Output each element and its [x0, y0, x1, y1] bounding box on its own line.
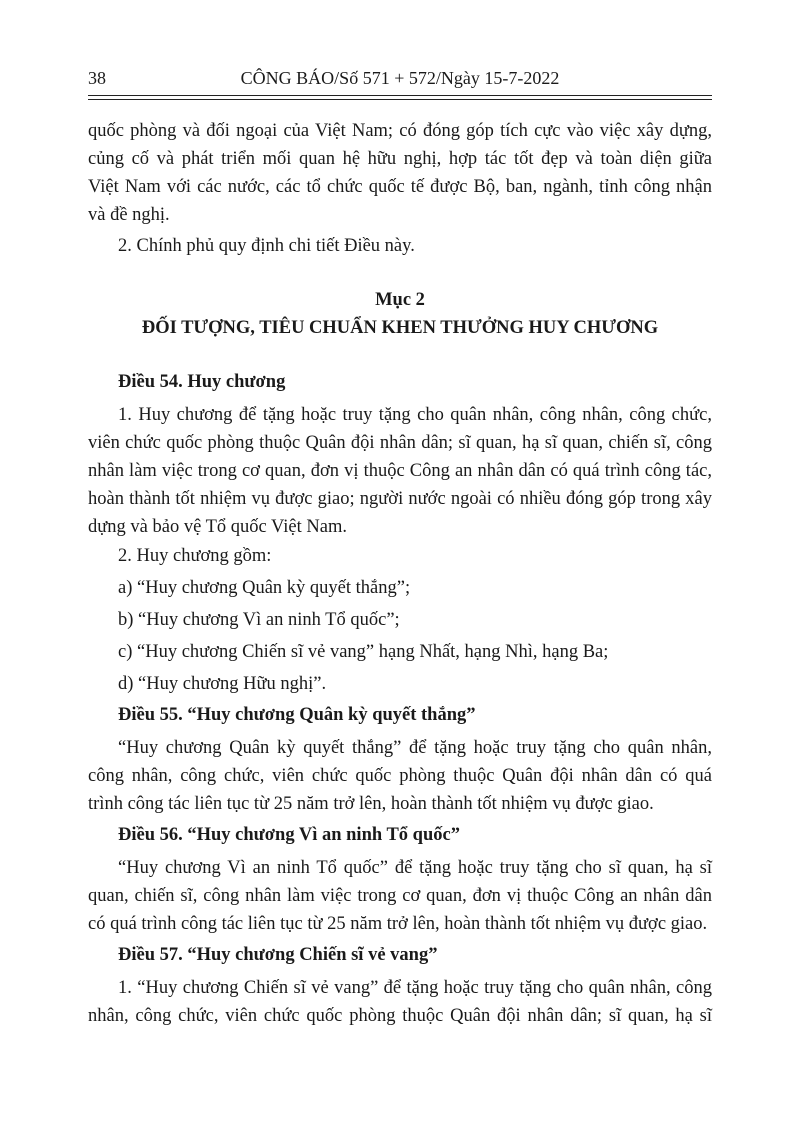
text-line: Việt Nam với các nước, các tổ chức quốc tế được Bộ, ban, ngành, tỉnh công nhận — [88, 177, 712, 197]
text-line: “Huy chương Quân kỳ quyết thắng” để tặng hoặc truy tặng cho quân nhân, — [118, 738, 712, 758]
text-line: quốc phòng và đối ngoại của Việt Nam; có đóng góp tích cực vào việc xây dựng, — [88, 121, 712, 141]
section-title: ĐỐI TƯỢNG, TIÊU CHUẨN KHEN THƯỞNG HUY CHƯƠNG — [141, 318, 659, 338]
text-line: “Huy chương Vì an ninh Tổ quốc” để tặng hoặc truy tặng cho sĩ quan, hạ sĩ — [118, 858, 712, 878]
article-57-title: Điều 57. “Huy chương Chiến sĩ vẻ vang” — [118, 945, 438, 965]
text-line: củng cố và phát triển mối quan hệ hữu nghị, hợp tác tốt đẹp và toàn diện giữa — [88, 149, 712, 169]
text-line: nhân, công chức, viên chức quốc phòng thuộc Quân đội nhân dân; sĩ quan, hạ sĩ — [88, 1006, 712, 1026]
text-line: dựng và bảo vệ Tổ quốc Việt Nam. — [88, 517, 347, 537]
page-number: 38 — [88, 68, 106, 88]
text-line: viên chức quốc phòng thuộc Quân đội nhân dân; sĩ quan, hạ sĩ quan, chiến sĩ, công — [88, 433, 712, 453]
header-rule-thin — [88, 99, 712, 100]
text-line: 1. Huy chương để tặng hoặc truy tặng cho quân nhân, công nhân, công chức, — [118, 405, 712, 425]
text-line: công nhân, công chức, viên chức quốc phòng thuộc Quân đội nhân dân có quá — [88, 766, 712, 786]
text-line: và đề nghị. — [88, 205, 170, 225]
article-55-title: Điều 55. “Huy chương Quân kỳ quyết thắng” — [118, 705, 476, 725]
text-line: 1. “Huy chương Chiến sĩ vẻ vang” để tặng hoặc truy tặng cho quân nhân, công — [118, 978, 712, 998]
clause-2: 2. Huy chương gồm: — [118, 546, 272, 566]
page-header — [88, 64, 712, 90]
text-line: nhân làm việc trong cơ quan, đơn vị thuộc Công an nhân dân có quá trình công tác, — [88, 461, 712, 481]
text-line: quan, chiến sĩ, công nhân làm việc trong cơ quan, đơn vị thuộc Công an nhân dân — [88, 886, 712, 906]
article-54-title: Điều 54. Huy chương — [118, 372, 286, 392]
list-item: a) “Huy chương Quân kỳ quyết thắng”; — [118, 578, 411, 598]
section-label: Mục 2 — [375, 290, 425, 310]
gazette-title: CÔNG BÁO/Số 571 + 572/Ngày 15-7-2022 — [240, 68, 560, 88]
article-56-title: Điều 56. “Huy chương Vì an ninh Tổ quốc” — [118, 825, 460, 845]
text-line: hoàn thành tốt nhiệm vụ được giao; người nước ngoài có nhiều đóng góp trong xây — [88, 489, 712, 509]
text-line: trình công tác liên tục từ 25 năm trở lên, hoàn thành tốt nhiệm vụ được giao. — [88, 794, 654, 814]
list-item: b) “Huy chương Vì an ninh Tổ quốc”; — [118, 610, 400, 630]
clause-2: 2. Chính phủ quy định chi tiết Điều này. — [118, 236, 415, 256]
header-rule-thick — [88, 95, 712, 96]
text-line: có quá trình công tác liên tục từ 25 năm trở lên, hoàn thành tốt nhiệm vụ được giao. — [88, 914, 708, 934]
list-item: d) “Huy chương Hữu nghị”. — [118, 674, 327, 694]
list-item: c) “Huy chương Chiến sĩ vẻ vang” hạng Nhất, hạng Nhì, hạng Ba; — [118, 642, 609, 662]
